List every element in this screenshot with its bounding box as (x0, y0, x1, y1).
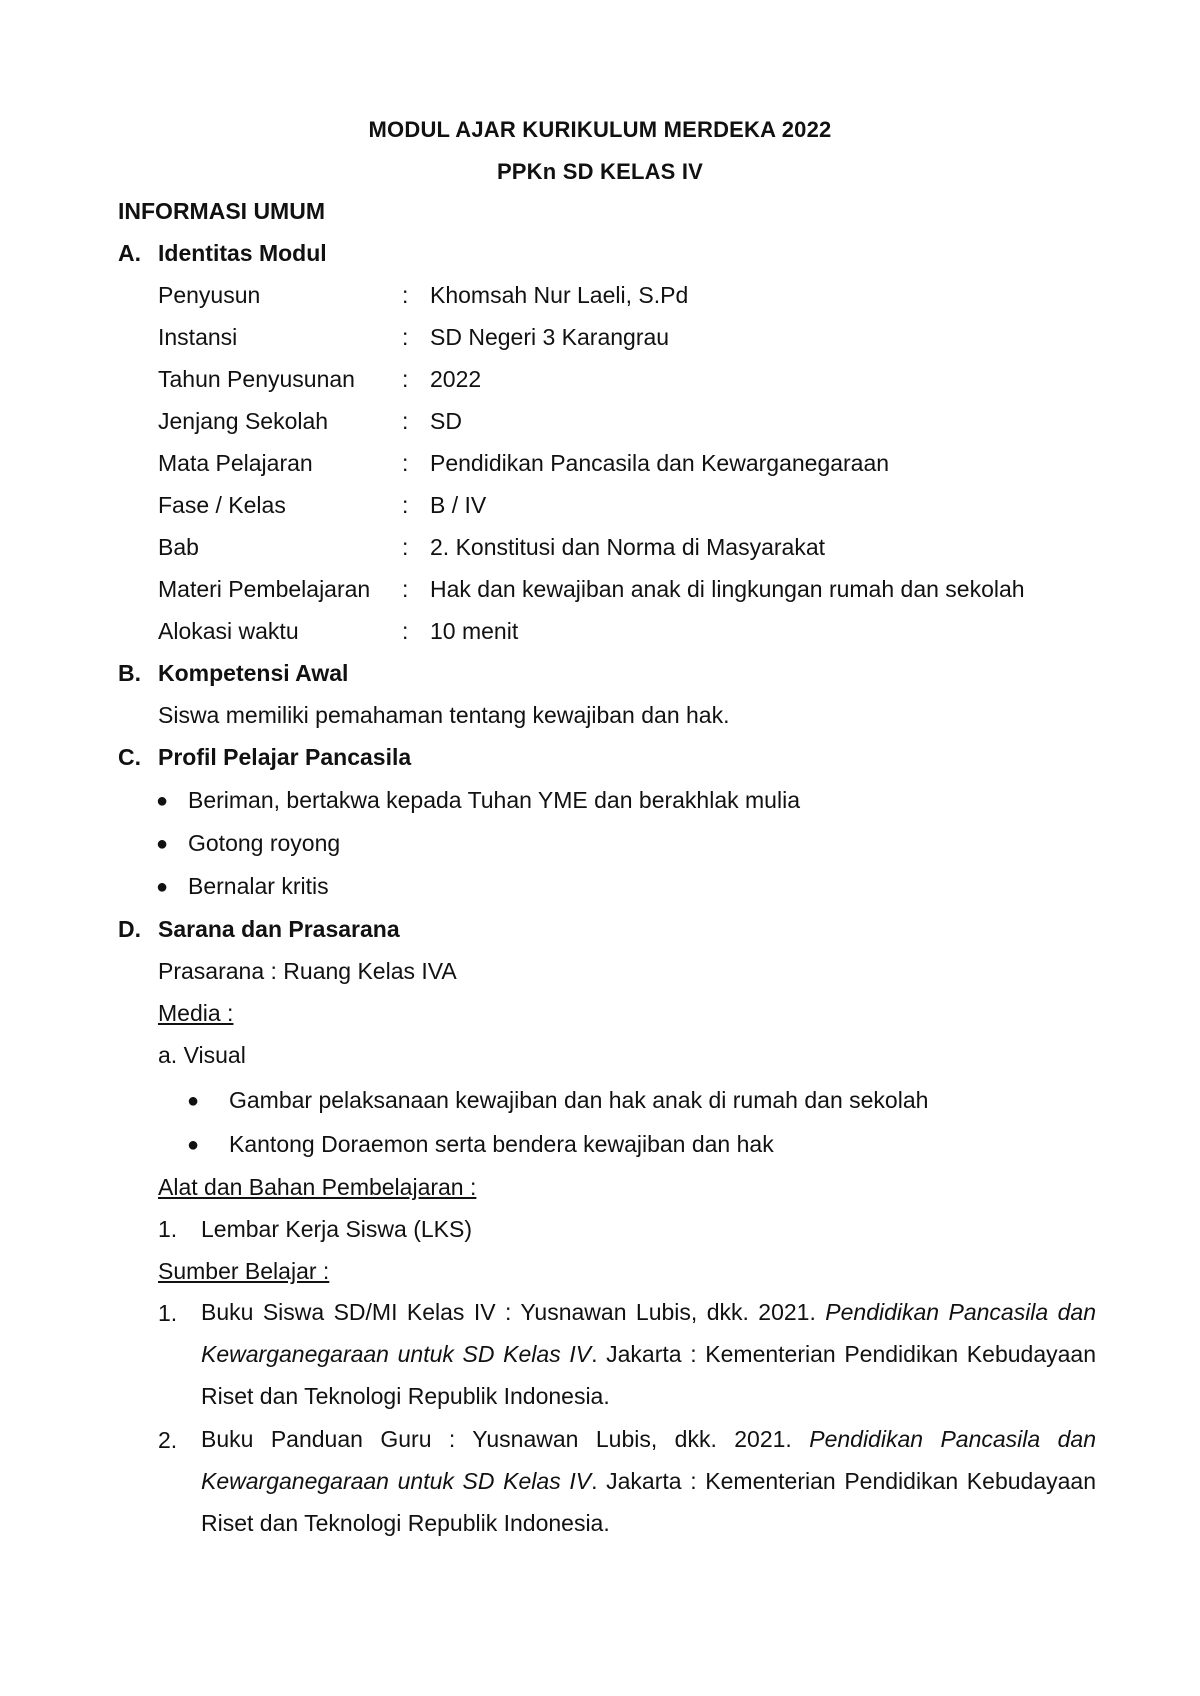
section-c-title: Profil Pelajar Pancasila (158, 744, 412, 770)
identity-label: Fase / Kelas (158, 492, 286, 518)
bullet-icon: ● (156, 790, 169, 812)
info-heading: INFORMASI UMUM (118, 198, 325, 224)
list-item: Gotong royong (188, 830, 341, 856)
identity-value: 2. Konstitusi dan Norma di Masyarakat (430, 534, 826, 560)
identity-value: Hak dan kewajiban anak di lingkungan rumah dan sekolah (430, 576, 1025, 602)
identity-colon: : (402, 282, 409, 308)
bullet-icon: ● (187, 1134, 200, 1156)
reference-text: . Jakarta : Kementerian Pendidikan Kebudayaan Riset dan Teknologi Republik Indonesia. (201, 1341, 1096, 1409)
reference-text: . Jakarta : Kementerian Pendidikan Kebudayaan Riset dan Teknologi Republik Indonesia. (201, 1468, 1096, 1536)
identity-value: SD Negeri 3 Karangrau (430, 324, 670, 350)
identity-value: Khomsah Nur Laeli, S.Pd (430, 282, 689, 308)
reference-book-title: Pendidikan Pancasila dan Kewarganegaraan untuk SD Kelas IV (201, 1299, 1096, 1367)
section-c-letter: C. (118, 744, 141, 770)
identity-colon: : (402, 576, 409, 602)
list-number: 2. (158, 1427, 178, 1453)
identity-value: 10 menit (430, 618, 519, 644)
identity-label: Penyusun (158, 282, 261, 308)
section-d-letter: D. (118, 916, 141, 942)
identity-colon: : (402, 324, 409, 350)
reference-text: Buku Panduan Guru : Yusnawan Lubis, dkk. 2021. (201, 1426, 810, 1452)
list-number: 1. (158, 1216, 178, 1242)
identity-label: Bab (158, 534, 199, 560)
identity-label: Jenjang Sekolah (158, 408, 329, 434)
identity-colon: : (402, 618, 409, 644)
prasarana-text: Prasarana : Ruang Kelas IVA (158, 958, 457, 984)
identity-colon: : (402, 534, 409, 560)
bullet-icon: ● (156, 833, 169, 855)
alat-label: Alat dan Bahan Pembelajaran : (158, 1174, 477, 1200)
identity-value: SD (430, 408, 462, 434)
identity-colon: : (402, 408, 409, 434)
identity-value: B / IV (430, 492, 487, 518)
document-subtitle: PPKn SD KELAS IV (496, 159, 704, 184)
identity-value: Pendidikan Pancasila dan Kewarganegaraan (430, 450, 890, 476)
identity-label: Alokasi waktu (158, 618, 299, 644)
reference-item (201, 1418, 1096, 1544)
section-a-title: Identitas Modul (158, 240, 327, 266)
identity-value: 2022 (430, 366, 482, 392)
section-a-letter: A. (118, 240, 141, 266)
list-number: 1. (158, 1300, 178, 1326)
list-item: Gambar pelaksanaan kewajiban dan hak anak di rumah dan sekolah (229, 1087, 929, 1113)
identity-label: Instansi (158, 324, 238, 350)
identity-label: Materi Pembelajaran (158, 576, 371, 602)
list-item: Beriman, bertakwa kepada Tuhan YME dan berakhlak mulia (188, 787, 800, 813)
list-item: Bernalar kritis (188, 873, 329, 899)
list-item: Kantong Doraemon serta bendera kewajiban dan hak (229, 1131, 774, 1157)
bullet-icon: ● (187, 1090, 200, 1112)
document-title: MODUL AJAR KURIKULUM MERDEKA 2022 (368, 117, 832, 142)
reference-book-title: Pendidikan Pancasila dan Kewarganegaraan untuk SD Kelas IV (201, 1426, 1096, 1494)
list-item: Lembar Kerja Siswa (LKS) (201, 1216, 472, 1242)
media-label: Media : (158, 1000, 234, 1026)
identity-label: Tahun Penyusunan (158, 366, 355, 392)
bullet-icon: ● (156, 876, 169, 898)
identity-colon: : (402, 366, 409, 392)
section-b-text: Siswa memiliki pemahaman tentang kewajiban dan hak. (158, 702, 730, 728)
identity-colon: : (402, 450, 409, 476)
reference-text: Buku Siswa SD/MI Kelas IV : Yusnawan Lubis, dkk. 2021. (201, 1299, 826, 1325)
identity-label: Mata Pelajaran (158, 450, 313, 476)
identity-colon: : (402, 492, 409, 518)
section-b-letter: B. (118, 660, 141, 686)
section-d-title: Sarana dan Prasarana (158, 916, 400, 942)
visual-label: a. Visual (158, 1042, 246, 1068)
sumber-label: Sumber Belajar : (158, 1258, 330, 1284)
reference-item (201, 1291, 1096, 1417)
section-b-title: Kompetensi Awal (158, 660, 349, 686)
